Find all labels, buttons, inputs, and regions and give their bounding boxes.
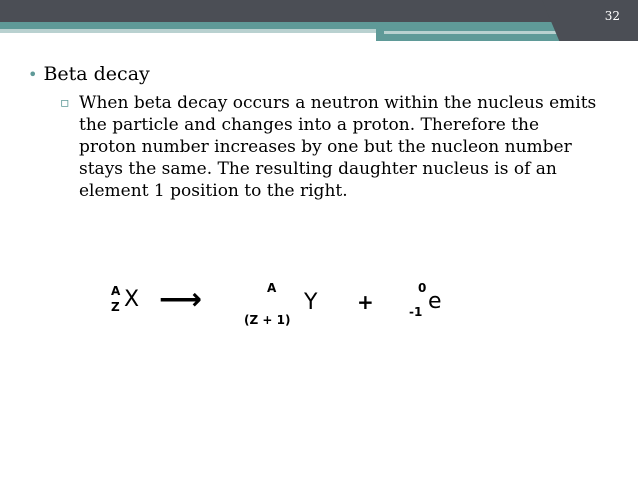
header-bar <box>0 0 638 22</box>
beta-decay-equation <box>108 278 458 338</box>
bullet-dot-icon: • <box>28 65 38 84</box>
bullet-beta-decay <box>28 63 150 85</box>
particle-atomic-number: -1 <box>409 305 423 319</box>
daughter-mass-number: A <box>267 281 277 295</box>
parent-mass-number: A <box>111 284 121 298</box>
daughter-atomic-number: (Z + 1) <box>244 313 291 327</box>
particle-mass-number: 0 <box>418 281 427 295</box>
square-bullet-icon: ▫ <box>60 95 70 111</box>
particle-symbol: e <box>428 289 442 314</box>
sub-bullet-explanation <box>60 92 600 202</box>
slide-number: 32 <box>604 9 620 23</box>
sub-bullet-text: When beta decay occurs a neutron within the nucleus emits the particle and changes into a proton. Therefore the proton number increases by one but the nucleon number stays the same. The resulting daughter nucleus is of an element 1 position to the right. <box>79 93 597 201</box>
bullet-text: Beta decay <box>43 63 150 85</box>
parent-symbol: X <box>124 287 140 312</box>
parent-atomic-number: Z <box>111 300 120 314</box>
daughter-symbol: Y <box>304 290 318 315</box>
plus-sign: + <box>357 290 374 314</box>
reaction-arrow-icon: ⟶ <box>159 282 203 317</box>
